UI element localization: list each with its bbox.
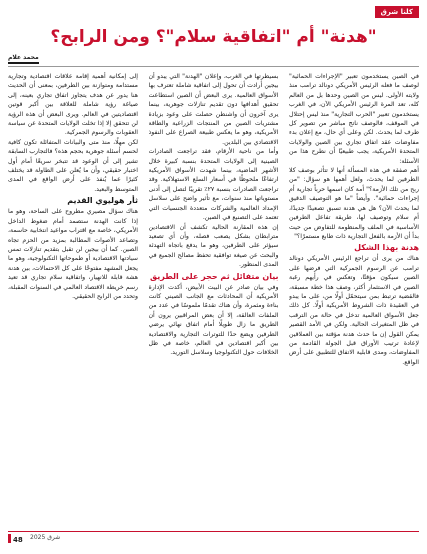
paragraph: إن هذه المقارنة الحالية تكشف أن الاقتصادين مترابطان بشكل يصعب فصله، وأن أي تصعيد سيؤثر على الطرفين، وهو ما يدفع باتجاه التهدئة والبحث عن صيغة توافقية تحفظ مصالح الجميع في المدى المنظور. [148, 223, 279, 269]
column-middle [149, 72, 279, 527]
issue-label: 2025 شرق [30, 534, 61, 541]
paragraph: بسيطرتها في الغرب، وإعلان "الهدنة" التي يبدو أن بيجين أرادت أن تحول إلى اتفاقية شاملة تعترف بها الأسواق العالمية. يرى البعض أن الصين استطاعت تحقيق أهدافها دون تقديم تنازلات جوهرية، بينما يرى آخرون أن واشنطن حصلت على وعود بزيادة مشتريات الصين من المنتجات الزراعية والطاقة الأمريكية، وهو ما يعكس طبيعة الصراع على النفوذ الاقتصادي بين البلدين. [148, 73, 279, 146]
column-left [8, 72, 138, 527]
paragraph: هناك من يرى أن تراجع الرئيس الأمريكي دونالد ترامب عن الرسوم الجمركية التي فرضها على الصين سيكون مؤقتًا، وتعكس في رأيهم رغبة الصين في الاستثمار أكثر، وصف هذا خطة مسبقة، فالقضية ترتبط بمن سيتحمّل أولًا من، على ما يبدو في العقيدة ذات الشروط الأمريكية أولًا. كل ذلك جعل الأسواق العالمية تدخل في حالة من الترقب في ظل المتغيرات الحالية. ولكن في الأمد القصير يمكن القول إن ما حدث هدنة مؤقتة بين العملاقين لإعادة ترتيب الأوراق قبل الجولة القادمة من المفاوضات، ومدى قابلية الاتفاق للتطبيق على أرض الواقع. [289, 255, 419, 366]
paragraph: وفي بيان صادر عن البيت الأبيض، أكدت الإدارة الأمريكية أن المحادثات مع الجانب الصيني كانت بناءة ومثمرة، وأن هناك تقدمًا ملموسًا في عدد من الملفات العالقة، إلا أن بعض المراقبين يرون أن الطريق ما زال طويلًا أمام اتفاق نهائي يرضي الطرفين ويضع حدًا للتوترات التجارية والاقتصادية بين أكبر اقتصادين في العالم، خاصة في ظل الخلافات حول التكنولوجيا وسلاسل التوريد. [148, 283, 279, 357]
section-tab: كلنا شرق [375, 6, 419, 18]
page-number-text: 48 [13, 536, 23, 544]
paragraph: لكن مهلًا، منذ متى والبيانات المتفائلة تكون كافية لحسم أسئلة جوهرية بحجم هذه؟ فالتجارب السابقة تشير إلى أن الوعود قد تتبخر سريعًا أمام أول اختبار حقيقي، وأن ما يُعلن على الطاولة قد يختلف كثيرًا عما يُنفذ على أرض الواقع في المدى المتوسط والبعيد. [8, 138, 138, 193]
column-right [289, 72, 419, 527]
paragraph: وأما من ناحية الأرقام، فقد تراجعت الصادرات الصينية إلى الولايات المتحدة بنسبة كبيرة خلال الأشهر الماضية، بينما شهدت الأسواق الأمريكية ارتفاعًا ملحوظًا في أسعار السلع الاستهلاكية. وقد تراجعت الصادرات بنسبة ٢٧٪ تقريبًا لتصل إلى أدنى مستوياتها منذ سنوات، مع تأثير واضح على سلاسل الإمداد العالمية والشركات متعددة الجنسيات التي تعتمد على التصنيع في الصين. [148, 148, 279, 222]
subheading: بيان متفائل ثم حجر على الطريق [150, 271, 279, 281]
article-columns [8, 72, 419, 527]
paragraph: في الصين يستخدمون تعبير "الإجراءات الحمائية" لوصف ما فعله الرئيس الأمريكي دونالد ترامب منذ ولايته الأولى. ليس من الصين وحدها بل من العالم كله، تعد المرة الرئيس الأمريكي الآن، في الغرب يستخدمون تعبير "الحرب التجارية" منذ ليس إحتلال في الموقف، فالوصف ناتج مباشر من تصوير كل طرف لما يحدث. لكن وعلى أي حال، مع إعلان بدء مفاوضات عقد اتفاق تجاري بين الصين والولايات المتحدة الأمريكية، يجب طبيعيًا أن نطرح هذا من الأسئلة: [289, 73, 419, 165]
paragraph: أهم صفقة في هذه المسألة أنها لا تتأثر بوصف كلا الطرفين لما يحدث، ولعل أهمها هو سؤال: "من ربح من تلك الأزمة؟" أمة كان اسمها حرباً تجارية أم إجراءات حمائية". وأيضاً "ما هو التوصيف الدقيق لما يحدث الآن؟ هل هي هدنة تسبق تصعيدًا جديدًا، أم سلام وتوصيف لها، طريقة تفاعل الطرفين الأساسية في الملف والمنظومة للتفاوض من حيث بدأ أن الأزمة بالفعل التجارية ذات طابع مستمرًا؟" [289, 167, 419, 240]
article-headline: "هدنة" أم "اتفاقية سلام"؟ ومن الرابح؟ [50, 27, 377, 47]
byline-row [8, 54, 419, 66]
paragraph: إلى إمكانية أهمية إقامة علاقات اقتصادية وتجارية مستدامة ومتوازنة بين الطرفين، بمعنى أن الحديث هنا يدور عن هدف يتجاوز اتفاق تجاري بعينه، إلى صياغة رؤية شاملة للعلاقة بين أكبر قوتين اقتصاديتين في العالم. ويرى البعض أن هذه الرؤية لن تتحقق إلا إذا تخلت الولايات المتحدة عن سياسة العقوبات والرسوم الجمركية. [8, 73, 138, 137]
page-number [8, 534, 23, 544]
paragraph: هناك سؤال مصيري مطروح على الساحة، وهو ما إذا كانت الهدنة ستصمد أمام ضغوط الداخل الأمريكي، خاصة مع اقتراب مواعيد انتخابية حاسمة، وتصاعد الأصوات المطالبة بمزيد من الحزم تجاه الصين. كما أن بيجين لن تقبل بتقديم تنازلات تمس سيادتها الاقتصادية أو طموحاتها التكنولوجية، وهو ما يجعل المشهد مفتوحًا على كل الاحتمالات، بين هدنة هشة قابلة للانهيار، واتفاقية سلام تجاري قد تعيد رسم خريطة الاقتصاد العالمي في السنوات المقبلة، وتحدد من الرابح الحقيقي. [8, 208, 138, 300]
subheading: هدنة بهذا الشكل [354, 243, 419, 253]
author-name: محمد علام [8, 54, 39, 64]
subheading: ثأر هوليوي القديم [67, 196, 138, 206]
page-marker-bar [8, 534, 11, 543]
header-rule [8, 66, 419, 67]
page-footer [8, 531, 419, 546]
